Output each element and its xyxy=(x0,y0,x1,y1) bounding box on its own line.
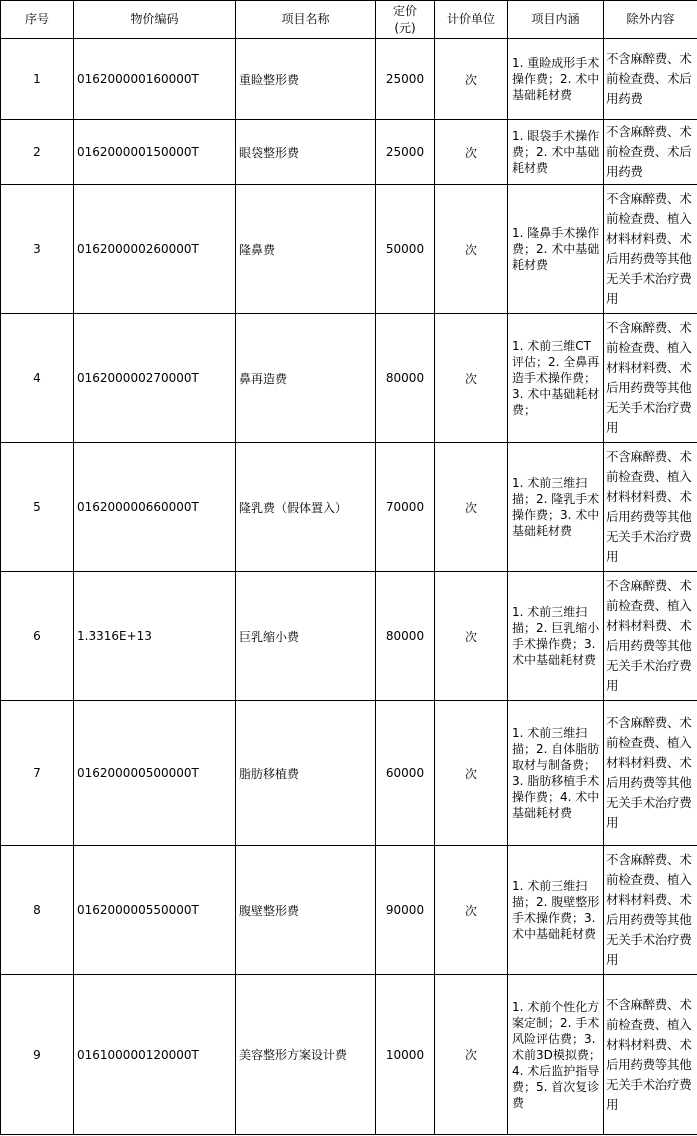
cell-content: 1. 术前三维扫描；2. 自体脂肪取材与制备费；3. 脂肪移植手术操作费；4. 术中基础耗材费 xyxy=(508,701,604,846)
cell-price: 50000 xyxy=(376,185,435,314)
header-unit: 计价单位 xyxy=(435,1,508,39)
cell-exclude: 不含麻醉费、术前检查费、植入材料材料费、术后用药费等其他无关手术治疗费用 xyxy=(604,185,697,314)
cell-content: 1. 术前个性化方案定制；2. 手术风险评估费；3. 术前3D模拟费；4. 术后监护指导费；5. 首次复诊费 xyxy=(508,975,604,1135)
cell-unit: 次 xyxy=(435,39,508,120)
cell-name: 腹壁整形费 xyxy=(236,846,376,975)
cell-exclude: 不含麻醉费、术前检查费、植入材料材料费、术后用药费等其他无关手术治疗费用 xyxy=(604,572,697,701)
table-row xyxy=(1,185,697,314)
cell-content: 1. 术前三维扫描；2. 巨乳缩小手术操作费；3. 术中基础耗材费 xyxy=(508,572,604,701)
cell-no: 7 xyxy=(1,701,74,846)
cell-name: 隆鼻费 xyxy=(236,185,376,314)
cell-content: 1. 隆鼻手术操作费；2. 术中基础耗材费 xyxy=(508,185,604,314)
cell-no: 8 xyxy=(1,846,74,975)
cell-price: 10000 xyxy=(376,975,435,1135)
cell-code: 016200000260000T xyxy=(74,185,236,314)
cell-name: 脂肪移植费 xyxy=(236,701,376,846)
cell-exclude: 不含麻醉费、术前检查费、植入材料材料费、术后用药费等其他无关手术治疗费用 xyxy=(604,701,697,846)
cell-unit: 次 xyxy=(435,185,508,314)
table-row xyxy=(1,314,697,443)
cell-no: 9 xyxy=(1,975,74,1135)
cell-no: 2 xyxy=(1,120,74,185)
cell-no: 5 xyxy=(1,443,74,572)
cell-exclude: 不含麻醉费、术前检查费、植入材料材料费、术后用药费等其他无关手术治疗费用 xyxy=(604,314,697,443)
cell-unit: 次 xyxy=(435,975,508,1135)
header-price-unit: (元) xyxy=(394,20,416,35)
cell-price: 90000 xyxy=(376,846,435,975)
cell-unit: 次 xyxy=(435,846,508,975)
cell-content: 1. 眼袋手术操作费；2. 术中基础耗材费 xyxy=(508,120,604,185)
cell-unit: 次 xyxy=(435,314,508,443)
cell-name: 美容整形方案设计费 xyxy=(236,975,376,1135)
cell-exclude: 不含麻醉费、术前检查费、植入材料材料费、术后用药费等其他无关手术治疗费用 xyxy=(604,975,697,1135)
cell-price: 25000 xyxy=(376,39,435,120)
cell-unit: 次 xyxy=(435,443,508,572)
cell-exclude: 不含麻醉费、术前检查费、术后用药费 xyxy=(604,39,697,120)
cell-content: 1. 术前三维CT评估；2. 全鼻再造手术操作费；3. 术中基础耗材费； xyxy=(508,314,604,443)
table-row xyxy=(1,846,697,975)
cell-exclude: 不含麻醉费、术前检查费、植入材料材料费、术后用药费等其他无关手术治疗费用 xyxy=(604,846,697,975)
header-name: 项目名称 xyxy=(236,1,376,39)
cell-price: 80000 xyxy=(376,572,435,701)
cell-exclude: 不含麻醉费、术前检查费、术后用药费 xyxy=(604,120,697,185)
cell-code: 1.3316E+13 xyxy=(74,572,236,701)
header-content: 项目内涵 xyxy=(508,1,604,39)
cell-content: 1. 术前三维扫描；2. 腹壁整形手术操作费；3. 术中基础耗材费 xyxy=(508,846,604,975)
cell-name: 眼袋整形费 xyxy=(236,120,376,185)
header-no: 序号 xyxy=(1,1,74,39)
cell-unit: 次 xyxy=(435,120,508,185)
table-row xyxy=(1,701,697,846)
cell-code: 016200000660000T xyxy=(74,443,236,572)
cell-name: 巨乳缩小费 xyxy=(236,572,376,701)
cell-code: 016100000120000T xyxy=(74,975,236,1135)
cell-name: 隆乳费（假体置入） xyxy=(236,443,376,572)
table-row xyxy=(1,975,697,1135)
cell-unit: 次 xyxy=(435,701,508,846)
cell-name: 重睑整形费 xyxy=(236,39,376,120)
table-row xyxy=(1,443,697,572)
cell-no: 1 xyxy=(1,39,74,120)
header-code: 物价编码 xyxy=(74,1,236,39)
cell-code: 016200000270000T xyxy=(74,314,236,443)
cell-price: 60000 xyxy=(376,701,435,846)
cell-no: 3 xyxy=(1,185,74,314)
cell-no: 6 xyxy=(1,572,74,701)
cell-price: 25000 xyxy=(376,120,435,185)
cell-no: 4 xyxy=(1,314,74,443)
cell-price: 70000 xyxy=(376,443,435,572)
cell-content: 1. 重睑成形手术操作费；2. 术中基础耗材费 xyxy=(508,39,604,120)
cell-name: 鼻再造费 xyxy=(236,314,376,443)
table-row xyxy=(1,120,697,185)
header-price xyxy=(376,1,435,39)
cell-code: 016200000160000T xyxy=(74,39,236,120)
table-row xyxy=(1,39,697,120)
cell-code: 016200000550000T xyxy=(74,846,236,975)
header-price-label: 定价 xyxy=(392,3,417,18)
header-exclude: 除外内容 xyxy=(604,1,697,39)
header-row xyxy=(1,1,697,39)
cell-code: 016200000150000T xyxy=(74,120,236,185)
cell-unit: 次 xyxy=(435,572,508,701)
cell-content: 1. 术前三维扫描；2. 隆乳手术操作费；3. 术中基础耗材费 xyxy=(508,443,604,572)
cell-price: 80000 xyxy=(376,314,435,443)
cell-exclude: 不含麻醉费、术前检查费、植入材料材料费、术后用药费等其他无关手术治疗费用 xyxy=(604,443,697,572)
table-row xyxy=(1,572,697,701)
cell-code: 016200000500000T xyxy=(74,701,236,846)
